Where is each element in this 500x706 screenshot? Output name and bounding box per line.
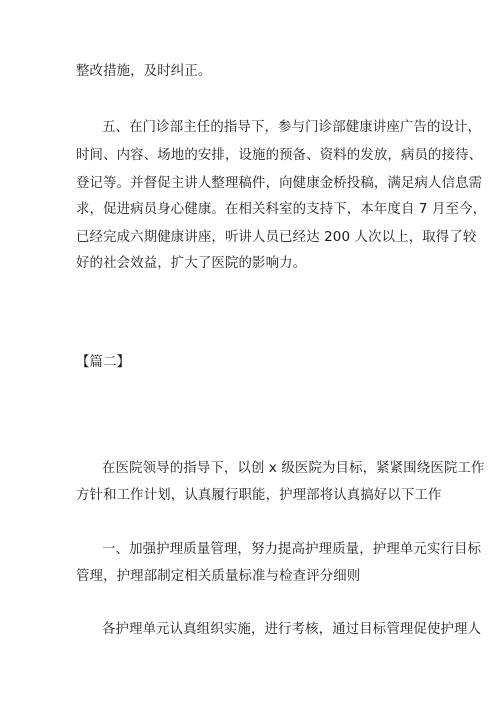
text-line: 方针和工作计划，认真履行职能，护理部将认真搞好以下工作: [76, 488, 442, 503]
text-line: 一、加强护理质量管理，努力提高护理质量，护理单元实行目标: [102, 542, 482, 557]
text-line: 管理，护理部制定相关质量标准与检查评分细则: [76, 569, 361, 584]
text-line: 五、在门诊部主任的指导下，参与门诊部健康讲座广告的设计，: [102, 120, 482, 135]
text-line: 已经完成六期健康讲座，听讲人员已经达 200 人次以上，取得了较: [76, 230, 477, 245]
text-line: 时间、内容、场地的安排，设施的预备、资料的发放，病员的接待、: [76, 148, 483, 163]
text-line: 整改措施，及时纠正。: [76, 64, 212, 79]
text-line: 登记等。并督促主讲人整理稿件，向健康金桥投稿，满足病人信息需: [76, 176, 483, 191]
section-heading: 【篇二】: [76, 355, 131, 370]
text-line: 各护理单元认真组织实施，进行考核，通过目标管理促使护理人: [102, 622, 482, 637]
text-line: 求，促进病员身心健康。在相关科室的支持下，本年度自 7 月至今，: [76, 202, 487, 217]
text-line: 好的社会效益，扩大了医院的影响力。: [76, 256, 307, 271]
text-line: 在医院领导的指导下，以创 x 级医院为目标，紧紧围绕医院工作: [102, 461, 485, 476]
